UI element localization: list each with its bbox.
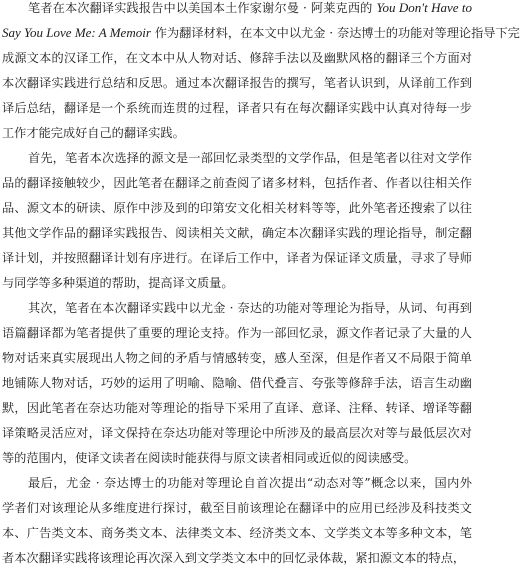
text-segment: 首先，笔者本次选择的源文是一部回忆录类型的文学作品，但是笔者以往对文学作 [28,151,472,165]
text-segment: 本、广告类文本、商务类文本、法律类文本、经济类文本、文学类文本等多种文本，笔 [2,526,472,540]
paragraph-3-line-5 [2,396,472,420]
text-segment: 工作才能完成好自己的翻译实践。 [2,126,185,140]
italic-title-text: Say You Love Me: A Memoir [2,25,151,40]
paragraph-3-line-3 [2,346,472,370]
paragraph-2-line-6 [2,271,472,295]
text-segment: 作为翻译材料，在本文中以尤金 · 奈达博士的功能对等理论指导下完 [150,26,520,40]
paragraph-2-line-1 [28,146,472,170]
text-segment: 其他文学作品的翻译实践报告、阅读相关文献，确定本次翻译实践的理论指导，制定翻 [2,226,472,240]
text-segment: 默，因此笔者在奈达功能对等理论的指导下采用了直译、意译、注释、转译、增译等翻 [2,401,472,415]
paragraph-2-line-4 [2,221,472,245]
paragraph-1-line-1 [28,0,472,20]
paragraph-2-line-2 [2,171,472,195]
paragraph-3-line-6 [2,421,472,445]
paragraph-3-line-4 [2,371,472,395]
paragraph-1-line-2 [2,21,520,45]
text-segment: 者本次翻译实践将该理论再次深入到文学类文本中的回忆录体裁，紧扣源文本的特点， [2,551,466,565]
text-segment: 译计划，并按照翻译计划有序进行。在译后工作中，译者为保证译文质量，寻求了导师 [2,251,472,265]
paragraph-3-line-2 [2,321,472,345]
text-segment: 译后总结，翻译是一个系统而连贯的过程，译者只有在每次翻译实践中认真对待每一步 [2,101,472,115]
paragraph-4-line-2 [2,496,472,520]
paragraph-3-line-7 [2,446,472,470]
paragraph-4-line-1 [28,471,472,495]
text-segment: 语篇翻译都为笔者提供了重要的理论支持。作为一部回忆录，源文作者记录了大量的人 [2,326,472,340]
italic-title-text: You Don't Have to [376,0,473,15]
text-segment: 译策略灵活应对，译文保持在奈达功能对等理论中所涉及的最高层次对等与最低层次对 [2,426,472,440]
text-segment: 品的翻译接触较少，因此笔者在翻译之前查阅了诸多材料，包括作者、作者以往相关作 [2,176,472,190]
text-segment: 学者们对该理论从多维度进行探讨，截至目前该理论在翻译中的应用已经涉及科技类文 [2,501,472,515]
text-segment: 笔者在本次翻译实践报告中以美国本土作家谢尔曼 · 阿莱克西的 [28,1,377,15]
paragraph-3-line-1 [28,296,472,320]
text-segment: 成源文本的汉译工作，在文本中从人物对话、修辞手法以及幽默风格的翻译三个方面对 [2,51,472,65]
text-segment: 地铺陈人物对话，巧妙的运用了明喻、隐喻、借代叠言、夸张等修辞手法，语言生动幽 [2,376,472,390]
text-segment: 与同学等多种渠道的帮助，提高译文质量。 [2,276,234,290]
paragraph-2-line-5 [2,246,472,270]
paragraph-1-line-6 [2,121,472,145]
text-segment: 其次，笔者在本次翻译实践中以尤金 · 奈达的功能对等理论为指导，从词、句再到 [28,301,472,315]
paragraph-1-line-5 [2,96,472,120]
text-segment: 品、源文本的研读、原作中涉及到的印第安文化相关材料等等，此外笔者还搜索了以往 [2,201,472,215]
text-segment: 本次翻译实践进行总结和反思。通过本次翻译报告的撰写，笔者认识到，从译前工作到 [2,76,472,90]
paragraph-2-line-3 [2,196,472,220]
text-segment: 物对话来真实展现出人物之间的矛盾与情感转变，感人至深，但是作者又不局限于简单 [2,351,472,365]
paragraph-1-line-4 [2,71,472,95]
text-segment: 等的范围内，使译文读者在阅读时能获得与原文读者相同或近似的阅读感受。 [2,451,417,465]
paragraph-4-line-4 [2,546,472,570]
paragraph-4-line-3 [2,521,472,545]
text-segment: 最后，尤金 · 奈达博士的功能对等理论自首次提出“动态对等”概念以来，国内外 [28,476,472,490]
paragraph-1-line-3 [2,46,472,70]
